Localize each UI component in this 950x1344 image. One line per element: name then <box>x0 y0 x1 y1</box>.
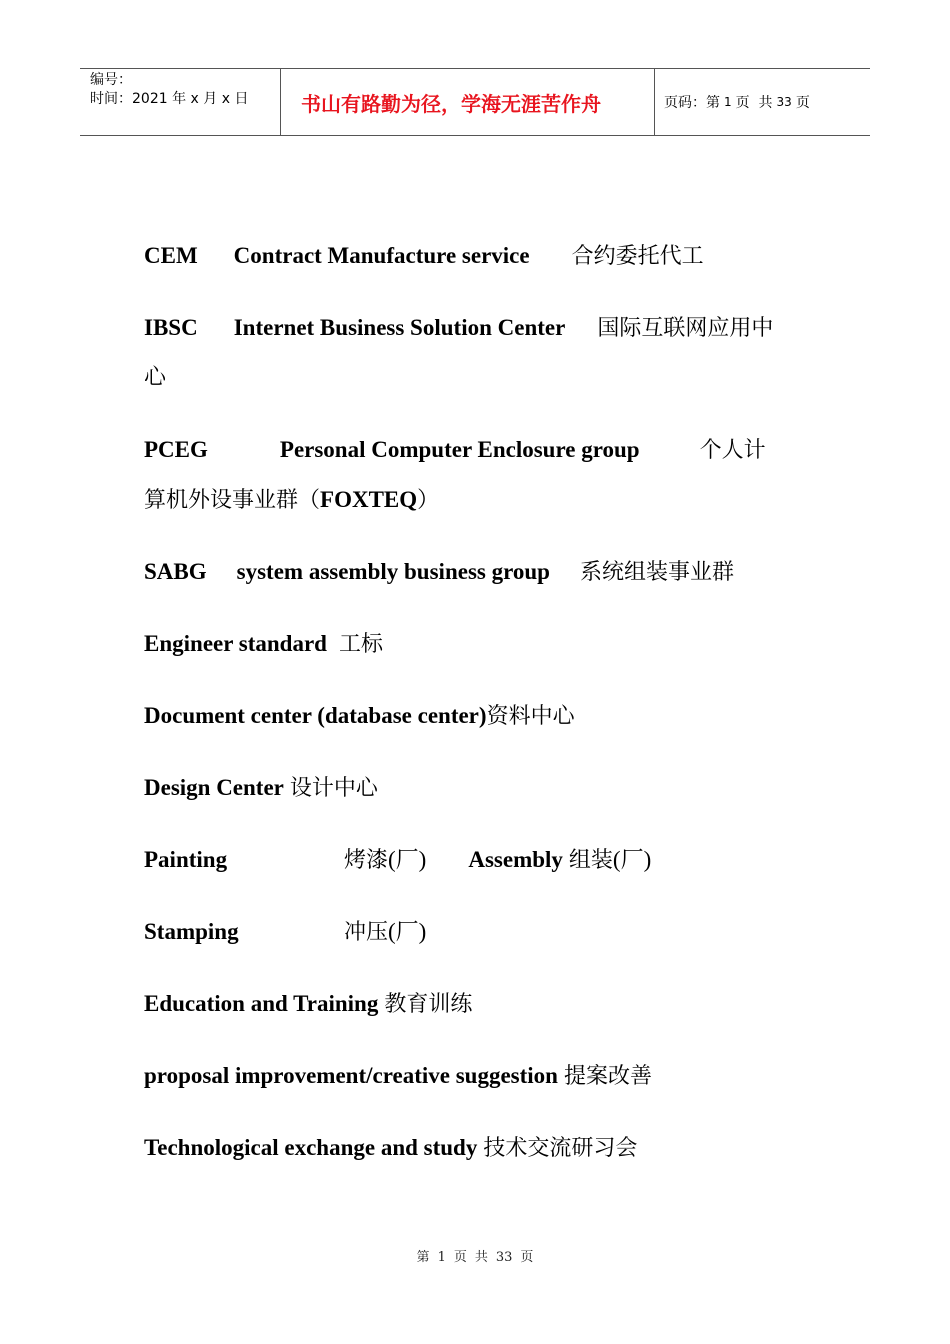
footer-mid1: 页 <box>453 1250 467 1265</box>
glossary-entry <box>144 702 575 731</box>
entry-chinese: 技术交流研习会 <box>483 1136 638 1161</box>
entry-chinese-continued: 算机外设事业群（ <box>144 488 321 513</box>
entry-chinese: 合约委托代工 <box>571 244 704 269</box>
entry-english: Contract Manufacture service <box>233 243 530 268</box>
entry-chinese: 工标 <box>338 632 383 657</box>
glossary-entry <box>144 990 472 1019</box>
entry-english: Stamping <box>144 919 239 944</box>
entry-english: Internet Business Solution Center <box>233 315 566 340</box>
header-page-current: 1 <box>724 95 732 109</box>
entry-chinese: 烤漆 <box>344 848 389 873</box>
entry-chinese: 冲压 <box>344 920 389 945</box>
entry-english: Personal Computer Enclosure group <box>279 437 640 462</box>
entry-abbr: SABG <box>144 559 207 584</box>
footer-mid2: 共 <box>474 1250 488 1265</box>
header-page-suffix: 页 <box>795 95 810 111</box>
entry-chinese: 系统组装事业群 <box>579 560 734 585</box>
entry-chinese-continued: 心 <box>144 365 167 390</box>
entry-chinese: 教育训练 <box>384 992 473 1017</box>
glossary-entry <box>144 774 378 803</box>
entry-english: Design Center <box>144 775 284 800</box>
header-page-prefix: 页码：第 <box>664 95 720 111</box>
glossary-entry <box>144 436 766 465</box>
entry-chinese: 个人计 <box>699 438 766 463</box>
glossary-entry <box>144 558 734 587</box>
footer-prefix: 第 <box>416 1250 430 1265</box>
header-page-info <box>655 69 870 135</box>
header-date-label: 时间：2021 年 x 月 x 日 <box>90 91 249 107</box>
entry-chinese-2: 组装 <box>568 848 613 873</box>
header-meta <box>80 69 281 135</box>
header-motto: 书山有路勤为径，学海无涯苦作舟 <box>281 69 655 135</box>
footer-total: 33 <box>495 1250 513 1265</box>
entry-english-brand: FOXTEQ <box>320 487 418 512</box>
entry-paren: (厂) <box>388 919 427 944</box>
footer-suffix: 页 <box>520 1250 534 1265</box>
header-page-mid: 页 共 <box>735 95 773 111</box>
entry-chinese-close: ） <box>417 488 440 513</box>
glossary-entry <box>144 630 383 659</box>
entry-chinese: 国际互联网应用中 <box>597 316 774 341</box>
entry-english: proposal improvement/creative suggestion <box>144 1063 558 1088</box>
entry-english-2: Assembly <box>468 847 563 872</box>
entry-chinese: 资料中心 <box>486 704 575 729</box>
header-code-label: 编号： <box>90 72 132 88</box>
entry-abbr: CEM <box>144 243 198 268</box>
entry-paren: (厂) <box>388 847 427 872</box>
entry-abbr: IBSC <box>144 315 198 340</box>
glossary-entry <box>144 918 426 947</box>
entry-english: Painting <box>144 847 228 872</box>
entry-paren-2: (厂) <box>612 847 652 872</box>
entry-chinese: 提案改善 <box>563 1064 652 1089</box>
footer-current: 1 <box>437 1250 446 1265</box>
entry-english: system assembly business group <box>236 559 550 584</box>
entry-chinese: 设计中心 <box>289 776 378 801</box>
header-page-total: 33 <box>776 95 792 109</box>
entry-english: Technological exchange and study <box>144 1135 478 1160</box>
entry-english: Engineer standard <box>144 631 327 656</box>
glossary-entry-continuation <box>144 486 439 515</box>
glossary-entry <box>144 1062 652 1091</box>
glossary-entry <box>144 846 651 875</box>
page-header <box>80 68 870 136</box>
entry-english: Education and Training <box>144 991 379 1016</box>
page-footer <box>0 1246 950 1265</box>
glossary-entry-continuation <box>144 364 166 392</box>
glossary-entry <box>144 1134 637 1163</box>
entry-english: Document center (database center) <box>144 703 487 728</box>
entry-abbr: PCEG <box>144 437 208 462</box>
glossary-entry <box>144 314 773 343</box>
glossary-entry <box>144 242 704 271</box>
